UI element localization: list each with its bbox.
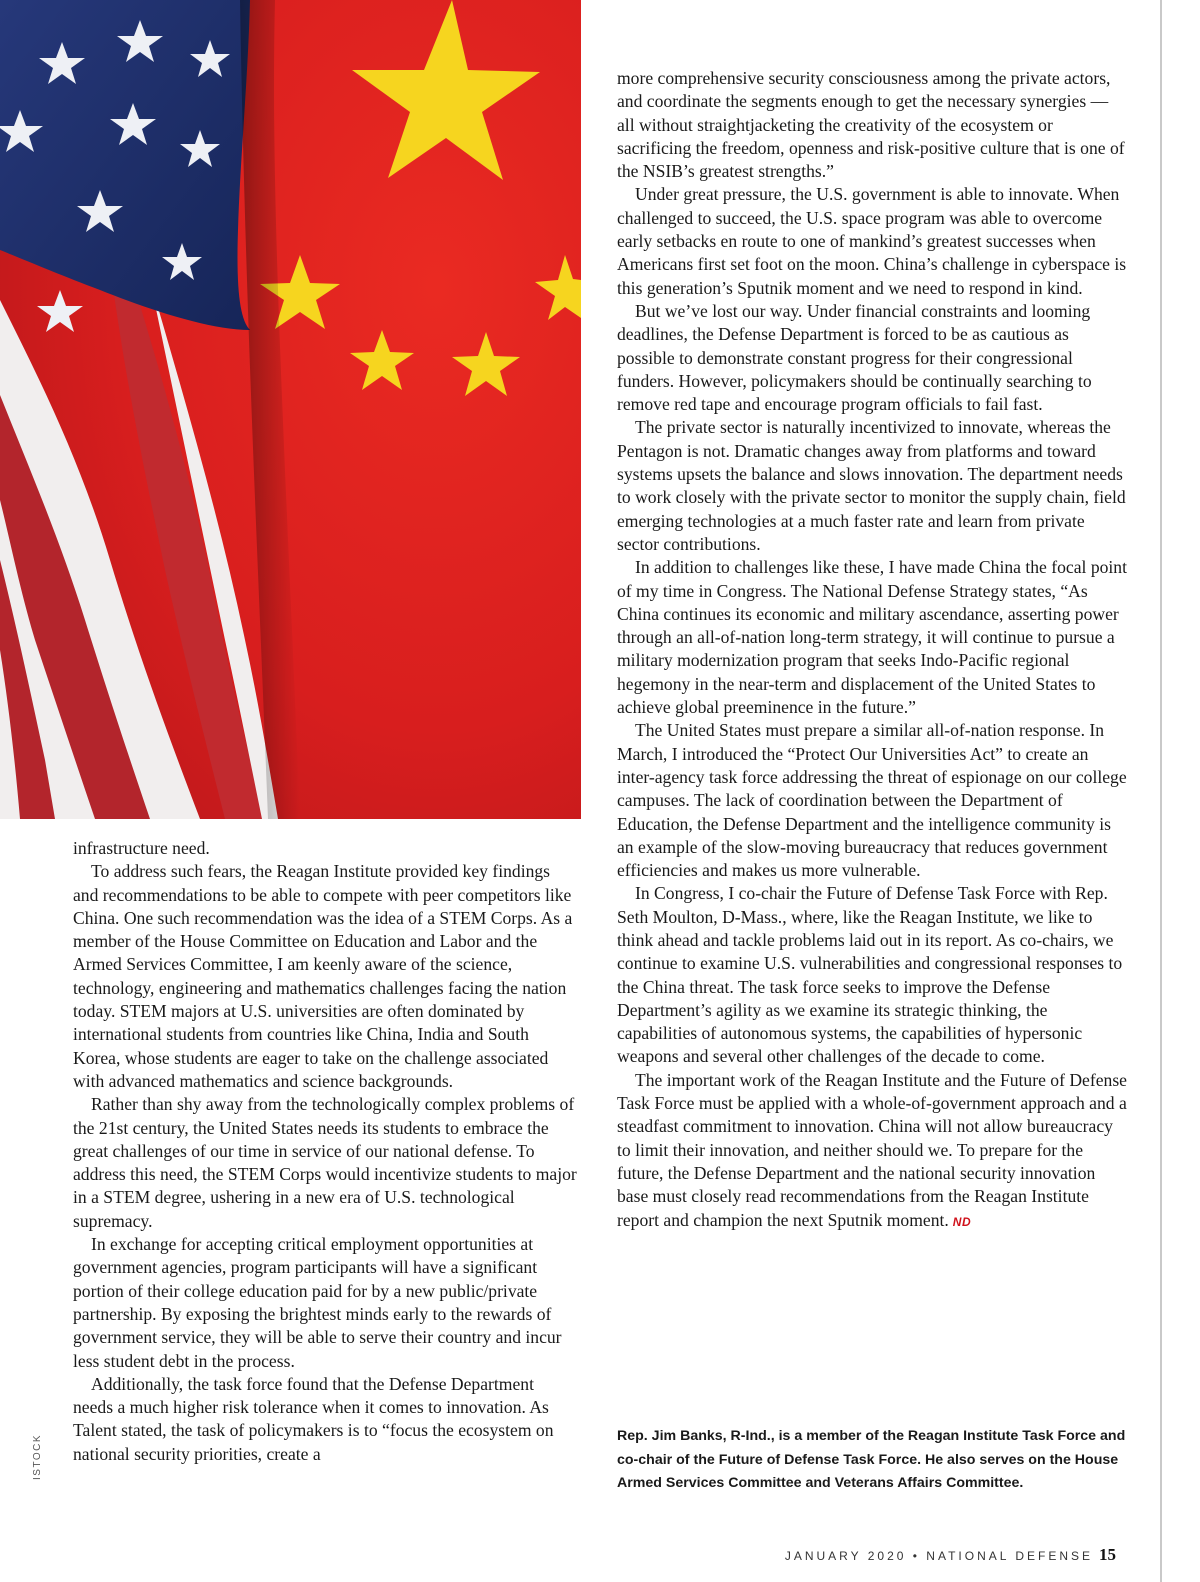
paragraph: In Congress, I co-chair the Future of Defense Task Force with Rep. Seth Moulton, D-Mass., where, like the Reagan Institute, we like to think ahead and tackle problems laid out in its report. As co-chairs, we continue to examine U.S. vulnerabilities and congressional responses to the China threat. The task force seeks to improve the Defense Department’s agility as we examine its strategic thinking, the capabilities of autonomous systems, the capabilities of hypersonic weapons and several other challenges of the decade to come. <box>617 883 1123 1067</box>
paragraph: Additionally, the task force found that the Defense Department needs a much higher risk tolerance when it comes to innovation. As Talent stated, the task of policymakers is to “focus the ecosystem on national security priorities, create a <box>73 1373 554 1464</box>
flags-photo <box>0 0 581 819</box>
paragraph: The United States must prepare a similar all-of-nation response. In March, I introduced the “Protect Our Universities Act” to create an inter-agency task force addressing the threat of espionage on our college campuses. The lack of coordination between the Department of Education, the Defense Department and the intelligence community is an example of the slow-moving bureaucracy that reduces government efficiencies and makes us more vulnerable. <box>617 720 1127 881</box>
photo-credit: ISTOCK <box>32 1434 43 1481</box>
final-paragraph <box>617 1069 1129 1234</box>
right-column <box>617 67 1129 1234</box>
page-number: 15 <box>1099 1545 1116 1564</box>
page-footer <box>785 1545 1116 1565</box>
paragraph: In addition to challenges like these, I have made China the focal point of my time in Congress. The National Defense Strategy states, “As China continues its economic and military ascendance, asserting power through an all-of-nation long-term strategy, it will continue to pursue a military modernization program that seeks Indo-Pacific regional hegemony in the near-term and displacement of the United States to achieve global preeminence in the future.” <box>617 557 1127 718</box>
paragraph: Rather than shy away from the technologically complex problems of the 21st century, the United States needs its students to embrace the great challenges of our time in service of our national defense. To address this need, the STEM Corps would incentivize students to major in a STEM degree, ushering in a new era of U.S. technological supremacy. <box>73 1094 577 1231</box>
us-flag <box>0 0 300 819</box>
paragraph: The private sector is naturally incentivized to innovate, whereas the Pentagon is not. Dramatic changes away from platforms and toward systems upsets the balance and slows innovation. The department needs to work closely with the private sector to monitor the supply chain, field emerging technologies at a much faster rate and learn from private sector contributions. <box>617 417 1126 554</box>
end-mark-icon: ND <box>952 1214 972 1229</box>
final-paragraph-text: The important work of the Reagan Institute and the Future of Defense Task Force must be applied with a whole-of-government approach and a steadfast commitment to innovation. China will not allow bureaucracy to limit their innovation, and neither should we. To prepare for the future, the Defense Department and the national security innovation base must closely read recommendations from the Reagan Institute report and champion the next Sputnik moment. <box>617 1069 1127 1230</box>
author-bio: Rep. Jim Banks, R-Ind., is a member of the Reagan Institute Task Force and co-chair of the Future of Defense Task Force. He also serves on the House Armed Services Committee and Veterans Affairs Committee. <box>617 1428 1126 1491</box>
paragraph: To address such fears, the Reagan Institute provided key findings and recommendations to be able to compete with peer competitors like China. One such recommendation was the idea of a STEM Corps. As a member of the House Committee on Education and Labor and the Armed Services Committee, I am keenly aware of the science, technology, engineering and mathematics challenges facing the nation today. STEM majors at U.S. universities are often dominated by international students from countries like China, India and South Korea, whose students are eager to take on the challenge associated with advanced mathematics and science backgrounds. <box>73 861 573 1091</box>
page-edge-line <box>1160 0 1162 1582</box>
paragraph: In exchange for accepting critical employment opportunities at government agencies, program participants will have a significant portion of their college education paid for by a new public/private partnership. By exposing the brightest minds early to the rewards of government service, they will be able to serve their country and incur less student debt in the process. <box>73 1234 562 1371</box>
left-column <box>73 837 578 1466</box>
paragraph: But we’ve lost our way. Under financial constraints and looming deadlines, the Defense Department is forced to be as cautious as possible to demonstrate constant progress for their congressional funders. However, policymakers should be continually searching to remove red tape and encourage program officials to fail fast. <box>617 300 1092 415</box>
paragraph: Under great pressure, the U.S. government is able to innovate. When challenged to succeed, the U.S. space program was able to overcome early setbacks en route to one of mankind’s greatest successes when Americans first set foot on the moon. China’s challenge in cyberspace is this generation’s Sputnik moment and we need to respond in kind. <box>617 184 1127 298</box>
footer-text: JANUARY 2020 • NATIONAL DEFENSE <box>784 1549 1093 1563</box>
paragraph: more comprehensive security consciousness among the private actors, and coordinate the segments enough to get the necessary synergies — all without straightjacketing the creativity of the ecosystem or sacrificing the freedom, openness and risk-positive culture that is one of the NSIB’s greatest strengths.” <box>617 68 1125 182</box>
paragraph: infrastructure need. <box>73 838 210 858</box>
flags-illustration <box>0 0 581 819</box>
